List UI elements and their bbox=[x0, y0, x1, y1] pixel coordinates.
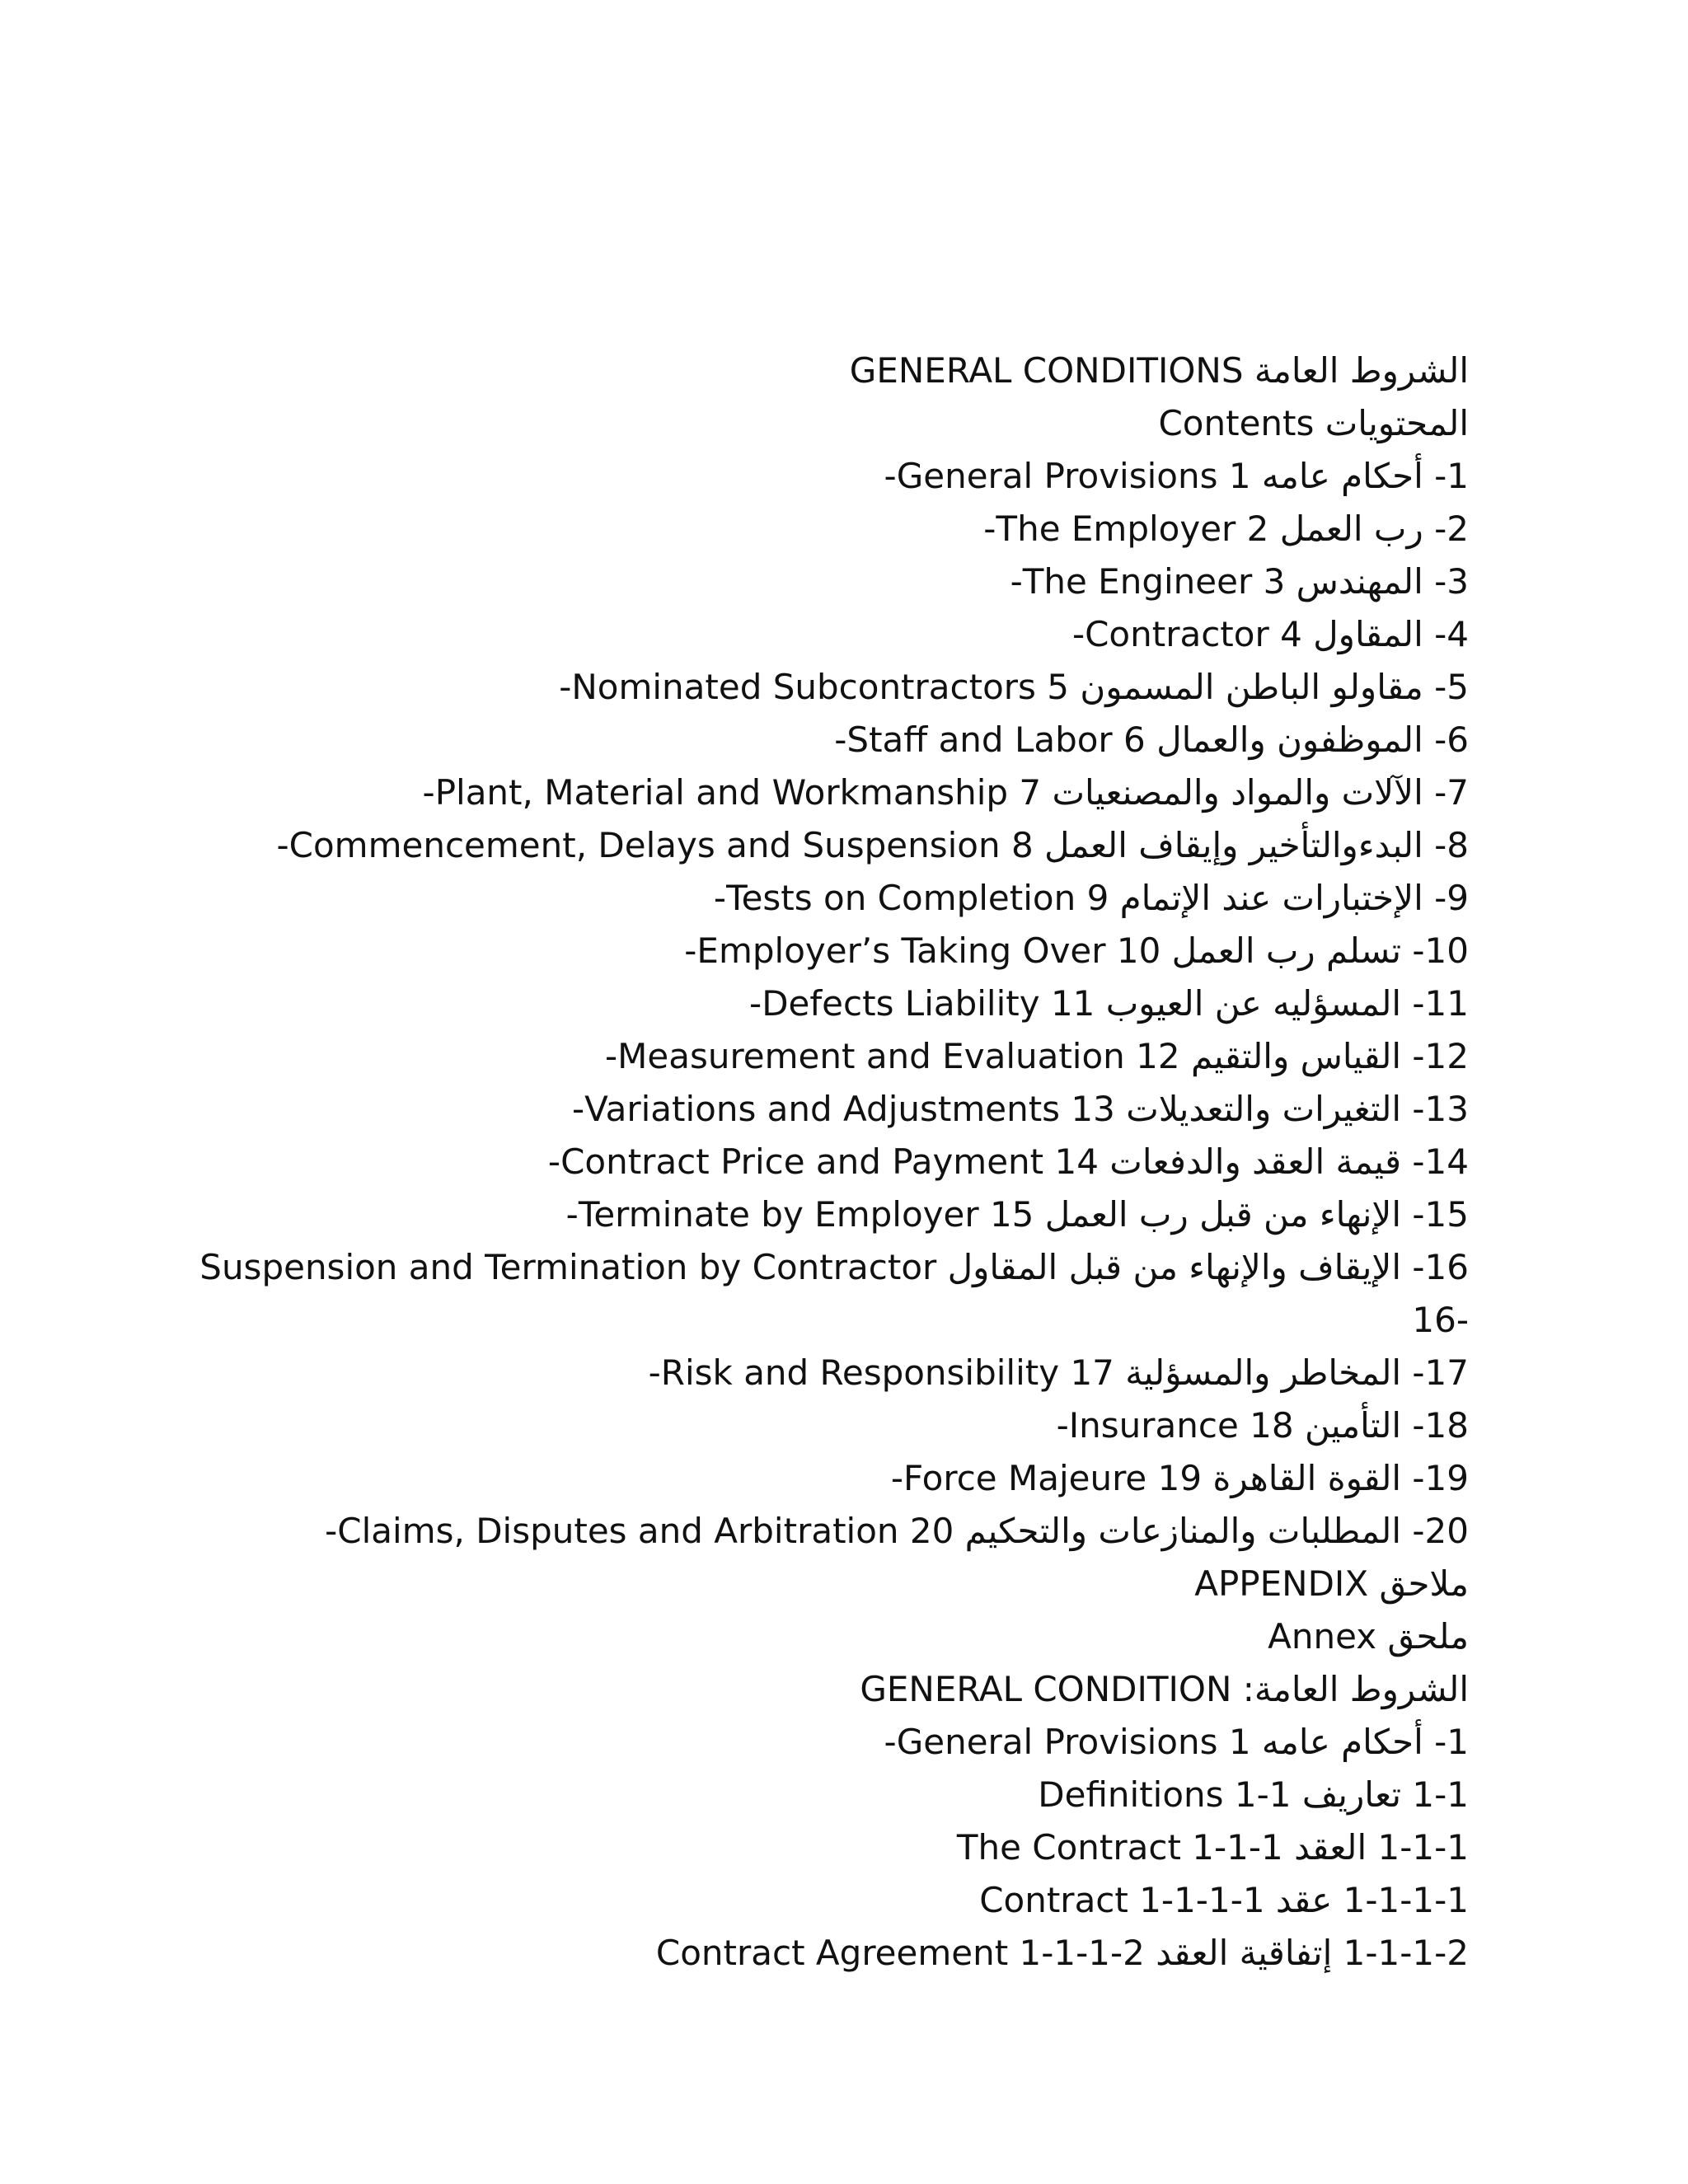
section-general-provisions: 1- أحكام عامه General Provisions 1- bbox=[884, 1722, 1469, 1762]
contents-item-9: 9- الإختبارات عند الإتمام Tests on Completion 9- bbox=[713, 878, 1469, 918]
contents-item-16: 16- الإيقاف والإنهاء من قبل المقاول Suspension and Termination by Contractor bbox=[199, 1247, 1469, 1287]
document-title: الشروط العامة GENERAL CONDITIONS bbox=[849, 350, 1469, 391]
subsection-the-contract: 1-1-1 العقد The Contract 1-1-1 bbox=[956, 1827, 1469, 1868]
appendix-heading: ملاحق APPENDIX bbox=[1194, 1563, 1469, 1604]
contents-item-1: 1- أحكام عامه General Provisions 1- bbox=[884, 456, 1469, 496]
contents-item-13: 13- التغيرات والتعديلات Variations and Adjustments 13- bbox=[571, 1089, 1469, 1129]
contents-item-7: 7- الآلات والمواد والمصنعيات Plant, Material and Workmanship 7- bbox=[422, 772, 1469, 813]
contents-item-5: 5- مقاولو الباطن المسمون Nominated Subcontractors 5- bbox=[559, 667, 1469, 707]
subsection-definitions: 1-1 تعاريف Definitions 1-1 bbox=[1038, 1774, 1469, 1815]
contents-item-17: 17- المخاطر والمسؤلية Risk and Responsibility 17- bbox=[648, 1352, 1469, 1393]
contents-item-2: 2- رب العمل The Employer 2- bbox=[983, 509, 1469, 549]
contents-item-4: 4- المقاول Contractor 4- bbox=[1071, 614, 1469, 654]
contents-item-6: 6- الموظفون والعمال Staff and Labor 6- bbox=[834, 719, 1469, 760]
contents-item-20: 20- المطلبات والمنازعات والتحكيم Claims, Disputes and Arbitration 20- bbox=[325, 1511, 1469, 1551]
contents-item-8: 8- البدءوالتأخير وإيقاف العمل Commencement, Delays and Suspension 8- bbox=[276, 825, 1469, 865]
contents-item-14: 14- قيمة العقد والدفعات Contract Price and Payment 14- bbox=[547, 1141, 1469, 1182]
contents-item-3: 3- المهندس The Engineer 3- bbox=[1010, 561, 1469, 602]
contents-item-10: 10- تسلم رب العمل Employer’s Taking Over 10- bbox=[684, 930, 1469, 971]
subsection-contract-agreement: 1-1-1-2 إتفاقية العقد Contract Agreement 1-1-1-2 bbox=[655, 1933, 1469, 1973]
contents-heading: المحتويات Contents bbox=[1158, 403, 1469, 443]
general-condition-heading: الشروط العامة: GENERAL CONDITION bbox=[860, 1669, 1469, 1709]
contents-item-19: 19- القوة القاهرة Force Majeure 19- bbox=[890, 1458, 1469, 1498]
annex-heading: ملحق Annex bbox=[1268, 1616, 1469, 1657]
contents-item-12: 12- القياس والتقيم Measurement and Evaluation 12- bbox=[604, 1036, 1469, 1076]
contents-item-11: 11- المسؤليه عن العيوب Defects Liability 11- bbox=[749, 983, 1469, 1024]
contents-list bbox=[183, 344, 1469, 1980]
contents-item-16-continuation: 16- bbox=[1412, 1300, 1469, 1340]
subsection-contract: 1-1-1-1 عقد Contract 1-1-1-1 bbox=[979, 1880, 1469, 1920]
contents-item-15: 15- الإنهاء من قبل رب العمل Terminate by Employer 15- bbox=[565, 1194, 1469, 1235]
contents-item-18: 18- التأمين Insurance 18- bbox=[1056, 1405, 1469, 1446]
